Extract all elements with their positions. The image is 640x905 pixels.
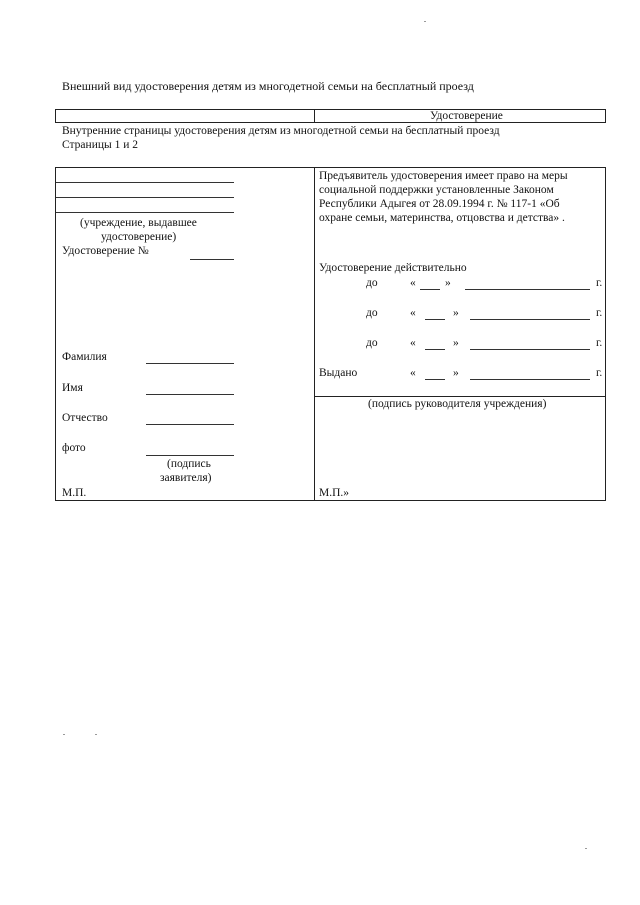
applicant-signature-caption-cont: заявителя) xyxy=(160,472,212,484)
head-signature-caption: (подпись руководителя учреждения) xyxy=(368,398,547,410)
certificate-number-label: Удостоверение № xyxy=(62,245,149,257)
institution-line-2 xyxy=(56,197,234,198)
quote-close: » xyxy=(453,367,459,379)
scan-speck xyxy=(424,21,426,22)
rights-text-line-2: социальной поддержки установленные Законом xyxy=(319,184,554,196)
day-field xyxy=(425,319,445,320)
patronymic-field xyxy=(146,424,234,425)
certificate-number-field xyxy=(190,259,234,260)
quote-open: « xyxy=(410,277,416,289)
issued-label: Выдано xyxy=(319,367,358,379)
institution-caption-cont: удостоверение) xyxy=(101,231,177,243)
institution-line-1 xyxy=(56,182,234,183)
patronymic-label: Отчество xyxy=(62,412,108,424)
month-year-field xyxy=(470,349,590,350)
until-label: до xyxy=(366,277,378,289)
day-field xyxy=(425,349,445,350)
rights-text-line-1: Предъявитель удостоверения имеет право на меры xyxy=(319,170,568,182)
right-stamp-label: М.П.» xyxy=(319,487,350,499)
year-abbr: г. xyxy=(596,337,603,349)
day-field xyxy=(420,289,440,290)
quote-close: » xyxy=(445,277,451,289)
valid-label: Удостоверение действительно xyxy=(319,262,467,274)
left-stamp-label: М.П. xyxy=(62,487,87,499)
surname-label: Фамилия xyxy=(62,351,107,363)
photo-label: фото xyxy=(62,442,86,454)
quote-open: « xyxy=(410,307,416,319)
institution-line-3 xyxy=(56,212,234,213)
scan-speck xyxy=(63,734,65,735)
day-field xyxy=(425,379,445,380)
name-label: Имя xyxy=(62,382,83,394)
rights-text-line-3: Республики Адыгея от 28.09.1994 г. № 117-1 «Об xyxy=(319,198,560,210)
month-year-field xyxy=(470,379,590,380)
quote-open: « xyxy=(410,337,416,349)
year-abbr: г. xyxy=(596,277,603,289)
surname-field xyxy=(146,363,234,364)
scan-speck xyxy=(95,734,97,735)
scan-speck xyxy=(585,848,587,849)
inner-pages-heading: Внутренние страницы удостоверения детям из многодетной семьи на бесплатный проезд xyxy=(62,125,500,137)
applicant-signature-caption: (подпись xyxy=(167,458,211,470)
applicant-signature-line xyxy=(146,455,234,456)
month-year-field xyxy=(470,319,590,320)
until-label: до xyxy=(366,307,378,319)
rights-text-line-4: охране семьи, материнства, отцовства и детства» . xyxy=(319,212,565,224)
year-abbr: г. xyxy=(596,367,603,379)
pages-label: Страницы 1 и 2 xyxy=(62,139,139,151)
year-abbr: г. xyxy=(596,307,603,319)
quote-close: » xyxy=(453,337,459,349)
month-year-field xyxy=(465,289,590,290)
cover-label: Удостоверение xyxy=(430,110,503,122)
name-field xyxy=(146,394,234,395)
until-label: до xyxy=(366,337,378,349)
institution-caption: (учреждение, выдавшее xyxy=(80,217,197,229)
quote-close: » xyxy=(453,307,459,319)
document-heading: Внешний вид удостоверения детям из многодетной семьи на бесплатный проезд xyxy=(62,79,474,93)
quote-open: « xyxy=(410,367,416,379)
